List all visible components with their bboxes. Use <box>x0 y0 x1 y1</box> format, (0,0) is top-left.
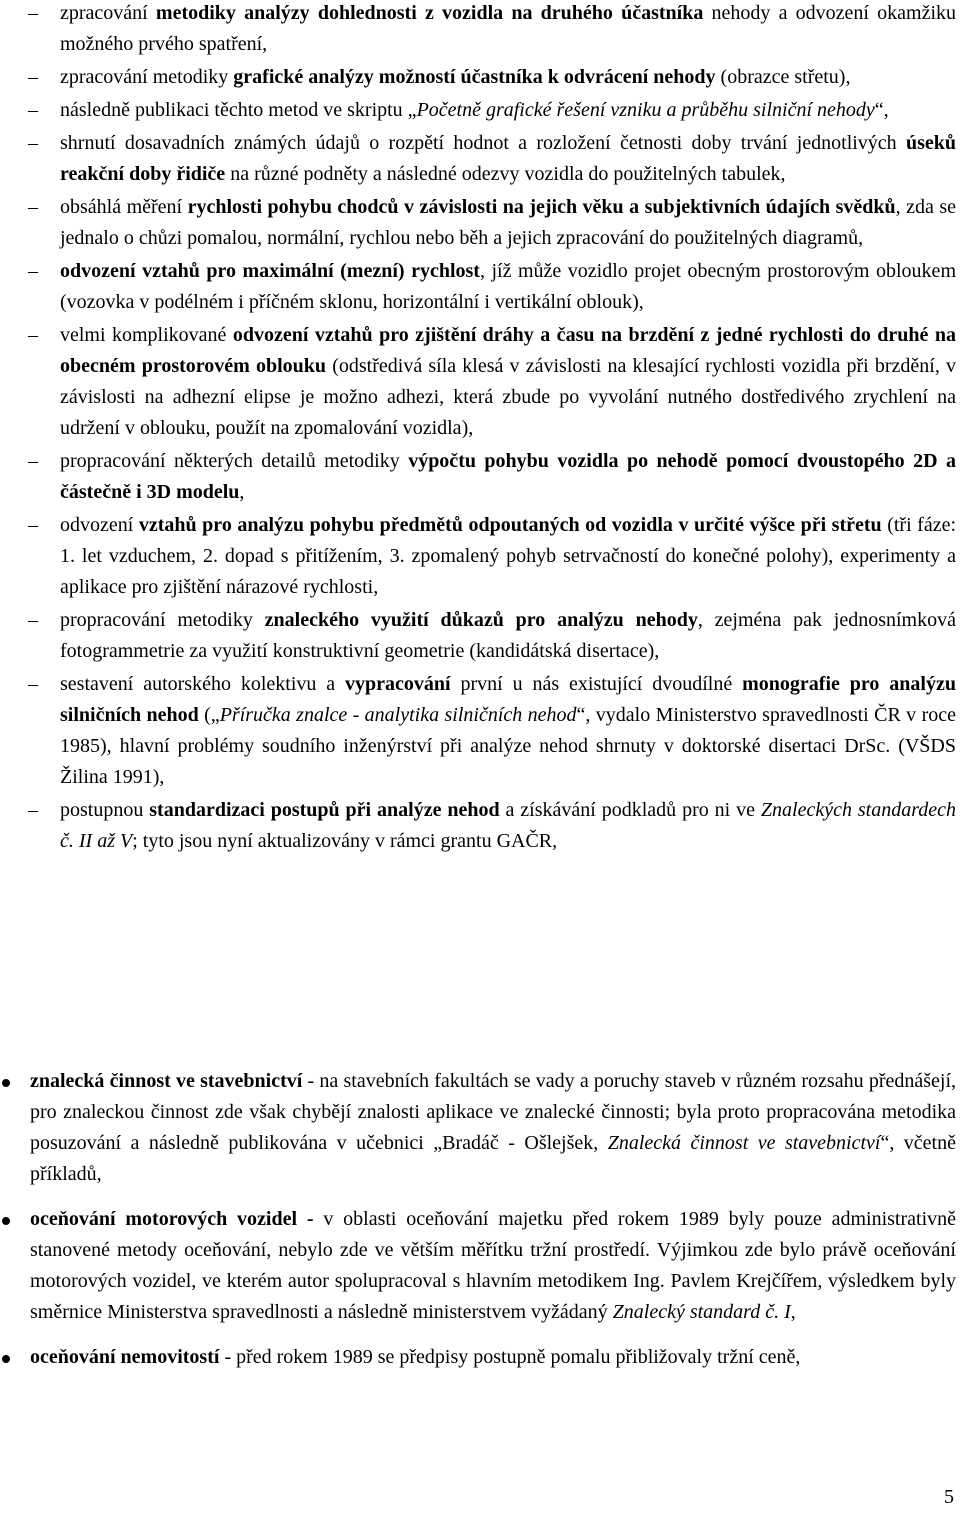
dash-marker: – <box>28 514 38 536</box>
dash-item-text-segment: výpočtu pohybu vozidla po nehodě pomocí dvoustopého 2D a částečně i 3D modelu <box>60 450 957 503</box>
bullet-item-text-segment: znalecká činnost ve stavebnictví <box>30 1070 303 1092</box>
bullet-dot-icon <box>2 1217 10 1225</box>
dash-item-text-segment: odvození <box>60 514 139 536</box>
dash-marker: – <box>28 324 38 346</box>
dash-list-item <box>0 192 960 254</box>
dash-list-item <box>0 95 960 126</box>
bullet-item-text-segment: Znalecký standard č. I <box>612 1301 791 1323</box>
dash-item-text-segment: shrnutí dosavadních známých údajů o rozpětí hodnot a rozložení četnosti doby trvání jednotlivých <box>60 132 906 154</box>
bullet-dot-icon <box>2 1355 10 1363</box>
bullet-item-text-segment: v oblasti oceňování majetku před rokem 1989 byly pouze administrativně stanovené metody oceňování, nebylo zde ve větším měřítku tržní prostředí. Výjimkou zde bylo právě oceňování motorových vozidel, ve kterém autor spolupracoval s hlavním metodikem Ing. Pavlem Krejčířem, výsledkem byly směrnice Ministerstva spravedlnosti a následně ministerstvem vyžádaný <box>30 1208 957 1323</box>
bullet-item-text-segment: oceňování nemovitostí <box>30 1346 220 1368</box>
dash-item-text-segment: grafické analýzy možností účastníka k odvrácení nehody <box>233 66 716 88</box>
dash-item-text-segment: metodiky analýzy dohlednosti z vozidla na druhého účastníka <box>155 2 704 24</box>
dash-marker: – <box>28 99 38 121</box>
bullet-item-text-segment: - na stavebních fakultách se vady a poruchy staveb v různém rozsahu přednášejí, pro znaleckou činnost zde však chybějí znalosti aplikace ve znalecké činnosti; byla proto propracována metodika posuzování a následně publikována v učebnici „Bradáč - Ošlejšek, <box>30 1070 956 1154</box>
bullet-list-item <box>0 1204 960 1328</box>
bullet-list <box>0 1066 960 1387</box>
dash-item-text-segment: Příručka znalce - analytika silničních nehod <box>219 704 577 726</box>
dash-marker: – <box>28 609 38 631</box>
dash-item-text-segment: první u nás existující dvoudílné <box>450 673 743 695</box>
bullet-item-text-segment: “, včetně příkladů, <box>30 1132 956 1185</box>
dash-item-text-segment: , <box>239 481 245 503</box>
dash-item-text-segment: odvození vztahů pro maximální (mezní) rychlost <box>60 260 480 282</box>
dash-item-text-segment: vztahů pro analýzu pohybu předmětů odpoutaných od vozidla v určité výšce při střetu <box>138 514 882 536</box>
dash-list-item <box>0 0 960 60</box>
dash-item-text-segment: obsáhlá měření <box>60 196 188 218</box>
dash-marker: – <box>28 196 38 218</box>
dash-marker: – <box>28 2 38 24</box>
dash-marker: – <box>28 66 38 88</box>
dash-item-text-segment: , jíž může vozidlo projet obecným prostorovým obloukem (vozovka v podélném i příčném sklonu, horizontální i vertikální oblouk), <box>60 260 956 313</box>
dash-marker: – <box>28 260 38 282</box>
dash-marker: – <box>28 799 38 821</box>
dash-item-text-segment: odvození vztahů pro zjištění dráhy a času na brzdění z jedné rychlosti do druhé na obecném prostorovém oblouku <box>60 324 956 377</box>
dash-item-text-segment: (obrazce střetu), <box>715 66 851 88</box>
dash-item-text-segment: („ <box>198 704 220 726</box>
dash-item-text-segment: Početně grafické řešení vzniku a průběhu silniční nehody <box>416 99 875 121</box>
dash-item-text-segment: monografie pro analýzu silničních nehod <box>60 673 956 726</box>
dash-item-text-segment: úseků reakční doby řidiče <box>60 132 956 185</box>
dash-list-item <box>0 320 960 444</box>
dash-list-item <box>0 62 960 93</box>
bullet-item-text-segment: , <box>790 1301 796 1323</box>
dash-list-item <box>0 446 960 508</box>
dash-item-text-segment: standardizaci postupů při analýze nehod <box>149 799 500 821</box>
dash-item-text-segment: (tři fáze: 1. let vzduchem, 2. dopad s přitížením, 3. zpomalený pohyb setrvačností do konečné polohy), experimenty a aplikace pro zjištění nárazové rychlosti, <box>60 514 957 598</box>
bullet-list-items <box>0 1066 960 1373</box>
dash-list-item <box>0 510 960 603</box>
page-number: 5 <box>944 1486 954 1508</box>
dash-marker: – <box>28 132 38 154</box>
bullet-list-item <box>0 1066 960 1190</box>
bullet-item-text-segment: Znalecká činnost ve stavebnictví <box>607 1132 881 1154</box>
dash-item-text-segment: Znaleckých standardech č. II až V <box>60 799 956 852</box>
dash-item-text-segment: vypracování <box>345 673 451 695</box>
dash-item-text-segment: (odstředivá síla klesá v závislosti na klesající rychlosti vozidla při brzdění, v závislosti na adhezní elipse je možno adhezi, která zbude po vyvolání nutného dostředivého zrychlení na udržení v oblouku, použít na zpomalování vozidla), <box>60 355 956 439</box>
dash-item-text-segment: zpracování <box>60 2 156 24</box>
dash-item-text-segment: následně publikaci těchto metod ve skriptu „ <box>60 99 417 121</box>
dash-item-text-segment: a získávání podkladů pro ni ve <box>499 799 761 821</box>
dash-list-item <box>0 795 960 857</box>
dash-list-item <box>0 605 960 667</box>
dash-item-text-segment: sestavení autorského kolektivu a <box>60 673 346 695</box>
dash-item-text-segment: na různé podněty a následné odezvy vozidla do použitelných tabulek, <box>225 163 786 185</box>
dash-item-text-segment: “, <box>874 99 889 121</box>
dash-marker: – <box>28 450 38 472</box>
dash-item-text-segment: nehody a odvození okamžiku možného prvého spatření, <box>60 2 957 55</box>
bullet-item-text-segment: oceňování motorových vozidel - <box>30 1208 314 1230</box>
dash-item-text-segment: , zda se jednalo o chůzi pomalou, normální, rychlou nebo běh a jejich zpracování do použitelných diagramů, <box>60 196 956 249</box>
bullet-list-item <box>0 1342 960 1373</box>
dash-item-text-segment: zpracování metodiky <box>60 66 234 88</box>
dash-item-text-segment: “, vydalo Ministerstvo spravedlnosti ČR v roce 1985), hlavní problémy soudního inženýrství při analýze nehod shrnuty v doktorské disertaci DrSc. (VŠDS Žilina 1991), <box>60 704 956 788</box>
bullet-item-text-segment: - před rokem 1989 se předpisy postupně pomalu přibližovaly tržní ceně, <box>219 1346 801 1368</box>
dash-item-text-segment: ; tyto jsou nyní aktualizovány v rámci grantu GAČR, <box>132 830 558 852</box>
dash-item-text-segment: , zejména pak jednosnímková fotogrammetrie za využití konstruktivní geometrie (kandidátská disertace), <box>60 609 956 662</box>
dash-list-item <box>0 256 960 318</box>
dash-list-item <box>0 669 960 793</box>
dash-item-text-segment: propracování metodiky <box>60 609 265 631</box>
dash-item-text-segment: propracování některých detailů metodiky <box>60 450 409 472</box>
dash-list-item <box>0 128 960 190</box>
dash-item-text-segment: rychlosti pohybu chodců v závislosti na jejich věku a subjektivních údajích svědků <box>187 196 896 218</box>
dash-item-text-segment: postupnou <box>60 799 150 821</box>
dash-marker: – <box>28 673 38 695</box>
dash-item-text-segment: velmi komplikované <box>60 324 233 346</box>
dash-item-text-segment: znaleckého využití důkazů pro analýzu nehody <box>264 609 698 631</box>
bullet-dot-icon <box>2 1079 10 1087</box>
